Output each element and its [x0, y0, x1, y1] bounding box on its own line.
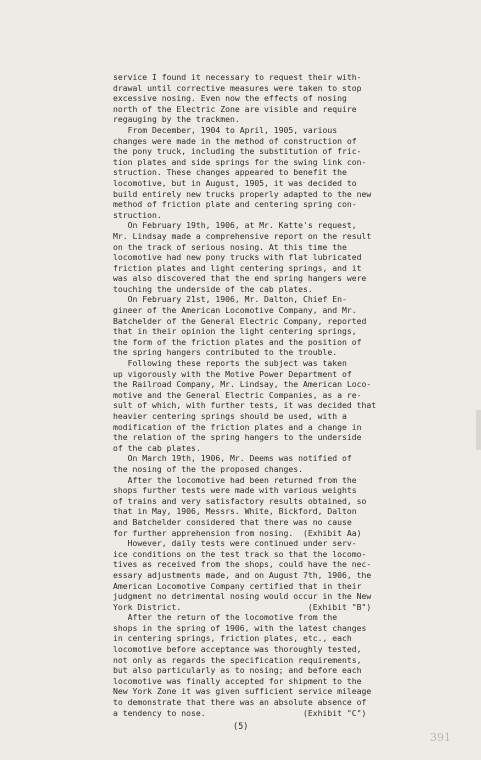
text-line: sult of which, with further tests, it was decided that	[113, 400, 377, 411]
text-line: On March 19th, 1906, Mr. Deems was notified of	[113, 453, 352, 464]
text-line: heavier centering springs should be used, with a	[113, 411, 347, 421]
text-line: service I found it necessary to request their with-	[113, 72, 362, 82]
text-line: north of the Electric Zone are visible and require	[113, 103, 357, 114]
text-line: changes were made in the method of construction of	[113, 135, 357, 146]
text-line: locomotive, but in August, 1905, it was decided to	[113, 177, 357, 188]
text-line: the pony truck, including the substitution of fric-	[113, 146, 362, 157]
text-line: After the return of the locomotive from the	[113, 612, 338, 623]
text-line: From December, 1904 to April, 1905, various	[113, 124, 338, 135]
text-line: essary adjustments made, and on August 7th, 1906, the	[113, 569, 372, 580]
text-line: regauging by the trackmen.	[113, 114, 240, 125]
text-line: but also particularly as to nosing; and before each	[113, 665, 362, 676]
text-line: Batchelder of the General Electric Company, reported	[113, 315, 367, 326]
text-line: excessive nosing. Even now the effects of nosing	[113, 93, 347, 104]
text-line: gineer of the American Locomotive Company, and Mr.	[113, 305, 357, 316]
text-line: on the track of serious nosing. At this time the	[113, 241, 347, 252]
text-line: method of friction plate and centering spring con-	[113, 199, 357, 210]
text-line: On February 19th, 1906, at Mr. Katte's request,	[113, 220, 357, 231]
text-line: tion plates and side springs for the swing link con-	[113, 156, 367, 167]
text-line: shops in the spring of 1906, with the latest changes	[113, 622, 367, 633]
text-line: up vigorously with the Motive Power Department of	[113, 368, 352, 379]
text-line: build entirely new trucks properly adapted to the new	[113, 188, 372, 199]
text-line: friction plates and light centering springs, and it	[113, 262, 362, 273]
text-line: On February 21st, 1906, Mr. Dalton, Chief En-	[113, 294, 347, 305]
text-line: shops further tests were made with various weights	[113, 485, 357, 496]
text-line: locomotive had new pony trucks with flat lubricated	[113, 252, 362, 263]
text-line: of the cab plates.	[113, 442, 201, 453]
text-line: not only as regards the specification requirements,	[113, 654, 362, 665]
text-line: the spring hangers contributed to the trouble.	[113, 347, 338, 358]
body-text	[113, 72, 453, 718]
text-line: to demonstrate that there was an absolute absence of	[113, 697, 367, 708]
text-line: New York Zone it was given sufficient service mileage	[113, 686, 372, 697]
text-line: the Railroad Company, Mr. Lindsay, the American Loco-	[113, 379, 372, 390]
text-line: the nosing of the the proposed changes.	[113, 463, 304, 474]
text-line: Following these reports the subject was taken	[113, 358, 347, 369]
text-line: struction.	[113, 209, 162, 220]
text-line: the relation of the spring hangers to the underside	[113, 432, 362, 443]
text-line: American Locomotive Company certified that in their	[113, 580, 362, 591]
text-line: that in their opinion the light centering springs,	[113, 326, 357, 337]
text-line: York District. (Exhibit "B")	[113, 601, 372, 612]
page-number: (5)	[233, 722, 249, 732]
text-line: was also discovered that the end spring hangers were	[113, 273, 367, 284]
text-line: struction. These changes appeared to benefit the	[113, 167, 347, 178]
text-line: After the locomotive had been returned from the	[113, 474, 357, 485]
text-line: in centering springs, friction plates, etc., each	[113, 633, 352, 644]
text-line: Mr. Lindsay made a comprehensive report on the result	[113, 230, 372, 241]
text-line: However, daily tests were continued under serv-	[113, 538, 357, 549]
text-line: locomotive before acceptance was thoroughly tested,	[113, 644, 362, 655]
text-line: and Batchelder considered that there was no cause	[113, 516, 352, 527]
text-line: the form of the friction plates and the position of	[113, 336, 362, 347]
text-line: that in May, 1906, Messrs. White, Bickford, Dalton	[113, 506, 357, 517]
text-line: of trains and very satisfactory results obtained, so	[113, 495, 367, 506]
text-line: tives as received from the shops, could have the nec-	[113, 559, 372, 570]
archive-stamp-number: 391	[430, 731, 451, 744]
text-line: for further apprehension from nosing. (Exhibit Aa)	[113, 527, 362, 538]
text-line: drawal until corrective measures were taken to stop	[113, 82, 362, 93]
page-edge-tab	[476, 410, 481, 450]
text-line: motive and the General Electric Companies, as a re-	[113, 389, 362, 400]
text-line: locomotive was finally accepted for shipment to the	[113, 675, 362, 686]
text-line: touching the underside of the cab plates.	[113, 283, 313, 294]
text-line: ice conditions on the test track so that the locomo-	[113, 548, 367, 559]
text-line: modification of the friction plates and a change in	[113, 421, 362, 432]
text-line: judgment no detrimental nosing would occur in the New	[113, 591, 372, 602]
text-line: a tendency to nose. (Exhibit "C")	[113, 707, 367, 718]
